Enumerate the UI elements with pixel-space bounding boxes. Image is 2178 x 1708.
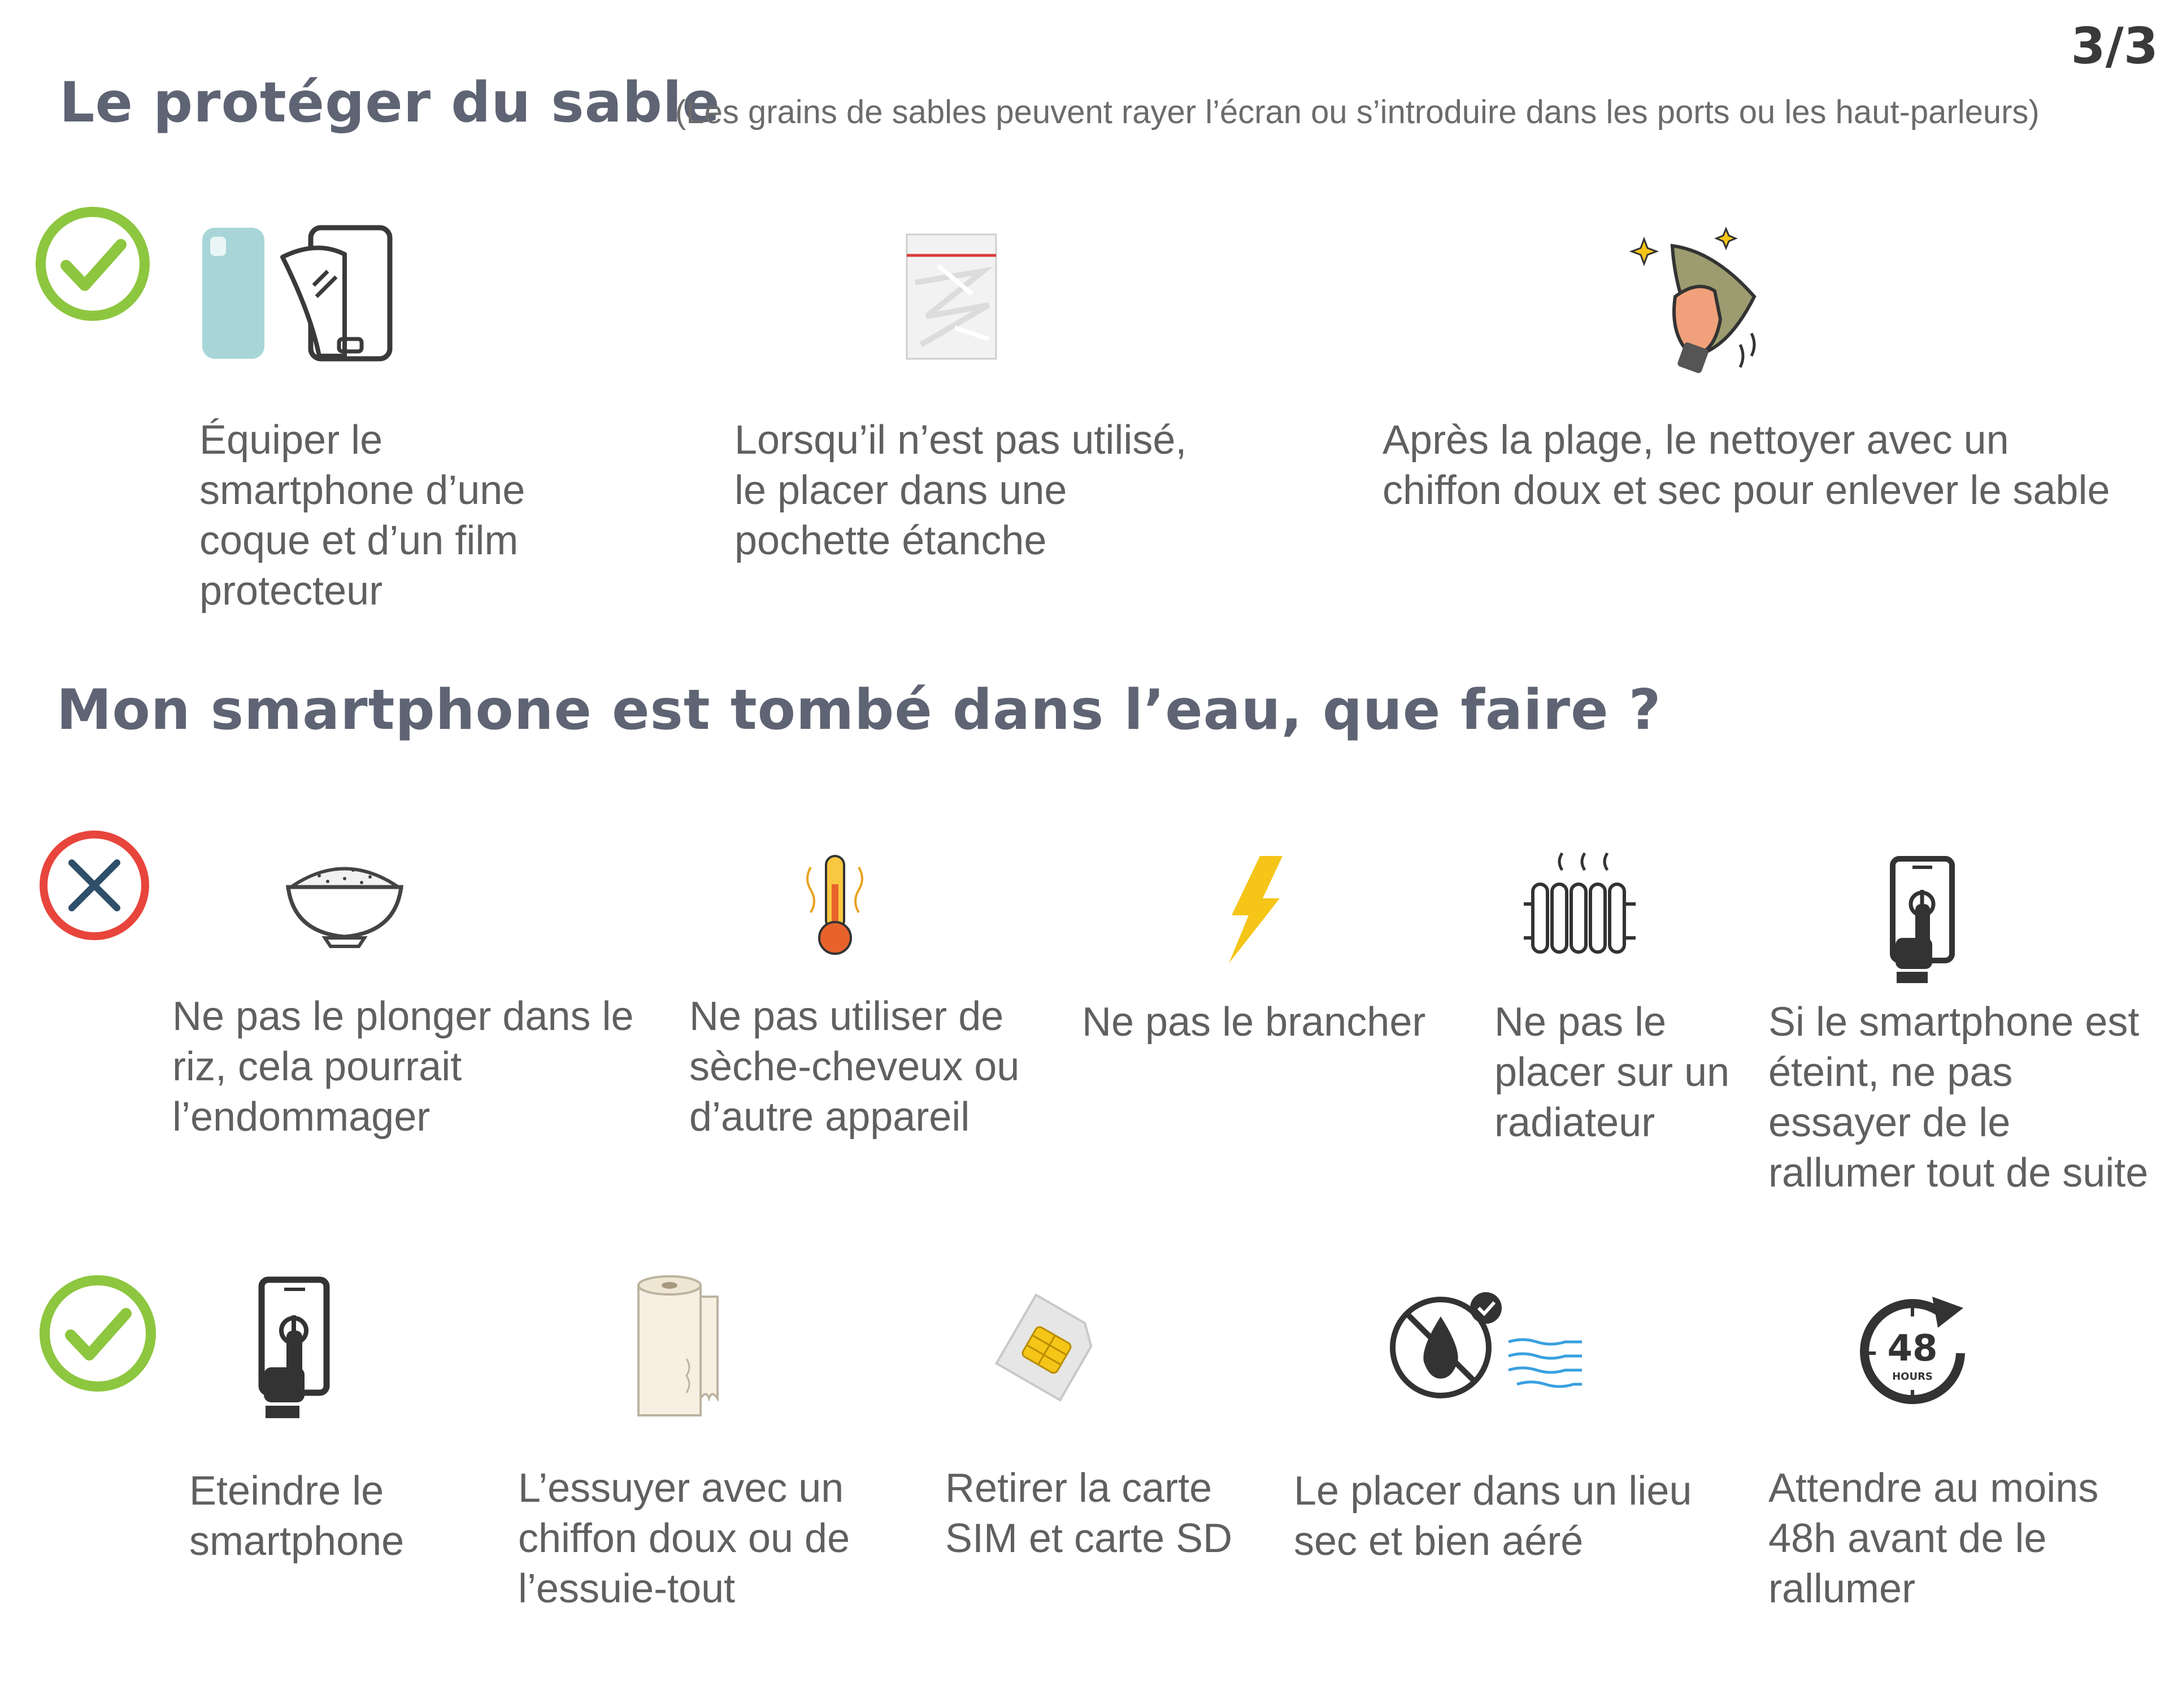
dont-item-1-text: Ne pas le plonger dans le riz, cela pourrait l’endommager: [172, 994, 634, 1140]
sand-item-1-text: Équiper le smartphone d’une coque et d’un film protecteur: [199, 418, 525, 614]
do-item-3-text: Retirer la carte SIM et carte SD: [945, 1466, 1233, 1561]
check-icon: [38, 1274, 157, 1393]
timer-hours-label: HOURS: [1892, 1371, 1933, 1383]
check-icon: [35, 206, 151, 322]
dont-item-3-text: Ne pas le brancher: [1082, 999, 1426, 1045]
dont-item-5-text: Si le smartphone est éteint, ne pas essayer de le rallumer tout de suite: [1768, 999, 2149, 1196]
sim-card-icon: [989, 1291, 1107, 1404]
sand-item-3-text: Après la plage, le nettoyer avec un chiffon doux et sec pour enlever le sable: [1383, 418, 2110, 513]
do-item-5-text: Attendre au moins 48h avant de le rallumer: [1768, 1466, 2099, 1611]
phone-case-and-screen-protector-icon: [198, 223, 395, 364]
do-item-4-text: Le placer dans un lieu sec et bien aéré: [1294, 1468, 1692, 1564]
phone-power-button-icon: [251, 1277, 331, 1424]
sand-item-2-text: Lorsqu’il n’est pas utilisé, le placer dans une pochette étanche: [734, 418, 1187, 563]
paper-towel-roll-icon: [633, 1274, 729, 1421]
phone-power-button-icon: [1884, 856, 1958, 986]
page-number: 3/3: [2071, 17, 2158, 75]
do-item-2-text: L’essuyer avec un chiffon doux ou de l’essuie-tout: [518, 1466, 850, 1611]
dont-item-4-text: Ne pas le placer sur un radiateur: [1494, 999, 1730, 1145]
rice-bowl-icon: [285, 848, 404, 949]
section-title-water: Mon smartphone est tombé dans l’eau, que faire ?: [56, 678, 1662, 742]
do-item-1-text: Eteindre le smartphone: [189, 1468, 405, 1564]
zip-bag-icon: [904, 232, 1000, 362]
section-subtitle-sand: (Les grains de sables peuvent rayer l’écran ou s’introduire dans les ports ou les haut-parleurs): [675, 94, 2040, 131]
dry-air-flow-icon: [1387, 1285, 1590, 1410]
cleaning-cloth-icon: [1636, 223, 1766, 381]
lightning-bolt-icon: [1220, 853, 1288, 966]
timer-48-hours-icon: [1847, 1288, 1977, 1418]
dont-item-2-text: Ne pas utiliser de sèche-cheveux ou d’autre appareil: [689, 994, 1020, 1140]
section-title-sand: Le protéger du sable: [59, 71, 720, 135]
timer-48-number: 48: [1887, 1328, 1938, 1370]
thermometer-heat-icon: [802, 850, 870, 958]
cross-icon: [37, 828, 153, 944]
radiator-icon: [1523, 842, 1647, 961]
